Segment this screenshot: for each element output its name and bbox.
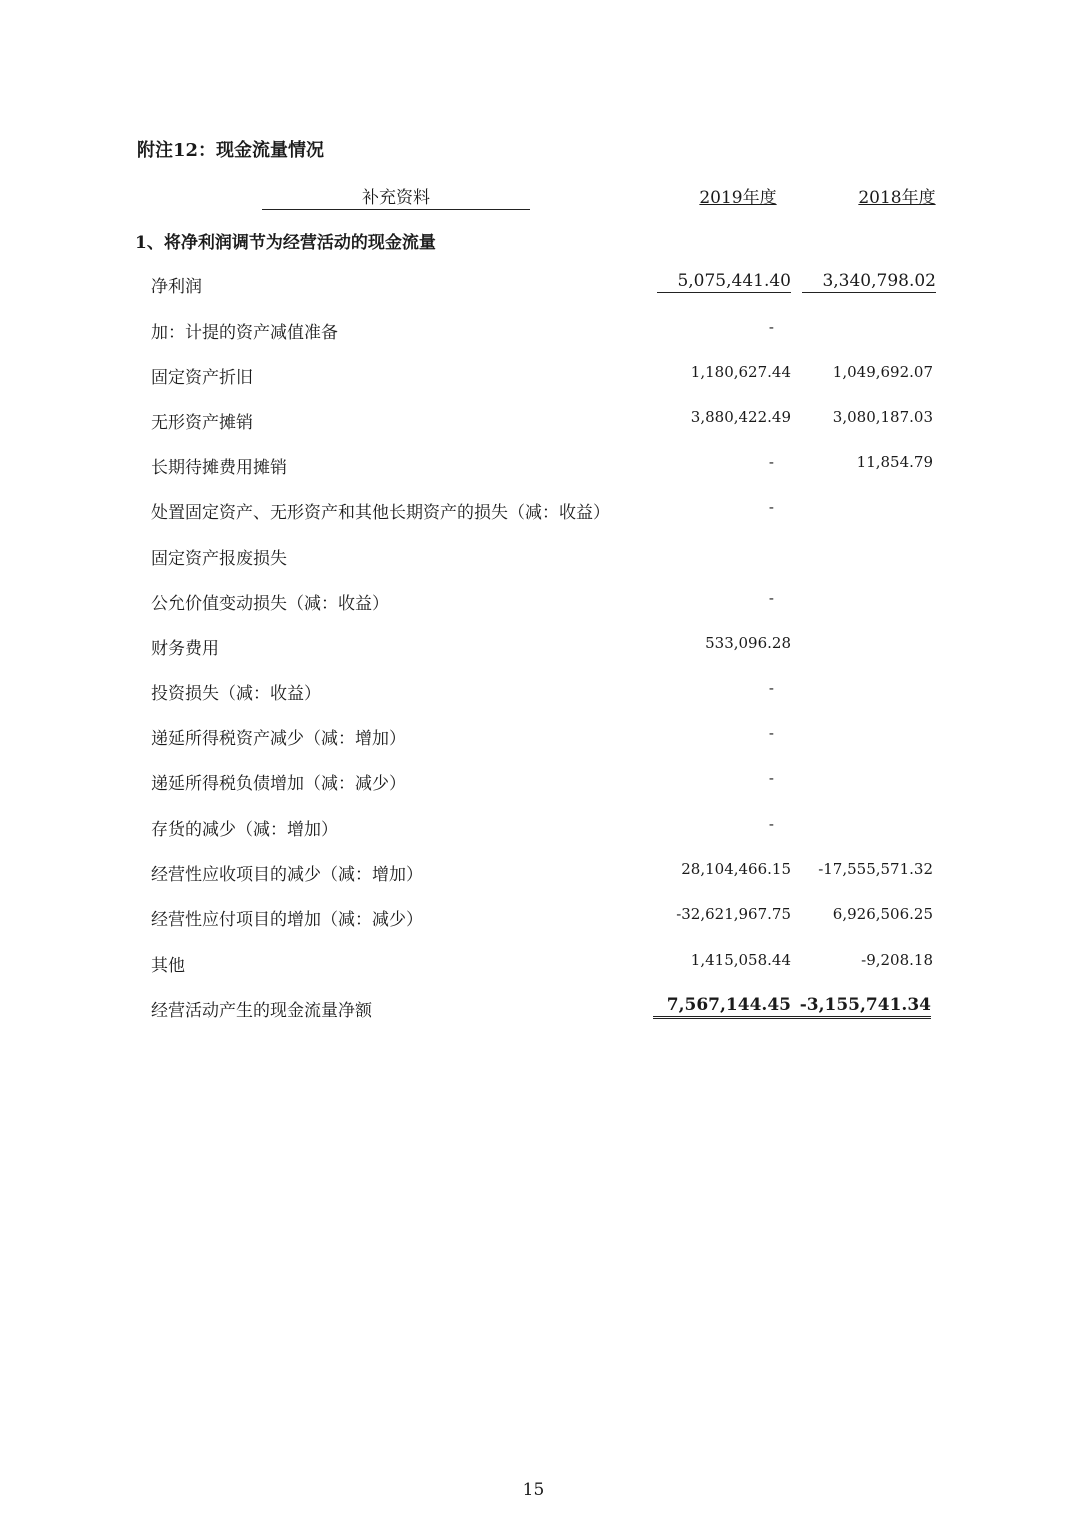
row-label: 经营性应收项目的减少（减：增加） (151, 865, 423, 885)
column-header-2019: 2019年度 (699, 188, 777, 208)
table-row (0, 860, 1067, 888)
row-value-2019: 533,096.28 (705, 634, 791, 652)
row-label: 经营性应付项目的增加（减：减少） (151, 910, 423, 930)
row-value-2019: - (768, 769, 774, 787)
row-label: 递延所得税资产减少（减：增加） (151, 729, 406, 749)
row-value-2018: 3,080,187.03 (832, 408, 933, 426)
row-value-2018: -9,208.18 (861, 951, 933, 969)
row-value-2019: 1,415,058.44 (690, 951, 791, 969)
table-row (0, 589, 1067, 617)
table-row (0, 272, 1067, 300)
page-title: 附注12：现金流量情况 (137, 140, 325, 161)
row-label: 投资损失（减：收益） (151, 684, 321, 704)
row-label: 净利润 (151, 277, 202, 297)
row-label: 财务费用 (151, 639, 219, 659)
table-row (0, 363, 1067, 391)
table-row (0, 498, 1067, 526)
row-value-2018: 3,340,798.02 (802, 271, 936, 293)
row-value-2019: 28,104,466.15 (681, 860, 791, 878)
row-value-2019: - (768, 589, 774, 607)
row-label: 递延所得税负债增加（减：减少） (151, 774, 406, 794)
table-row (0, 408, 1067, 436)
row-label: 其他 (151, 956, 185, 976)
row-value-2019: 1,180,627.44 (690, 363, 791, 381)
row-value-2018: -17,555,571.32 (818, 860, 933, 878)
row-label: 固定资产报废损失 (151, 549, 287, 569)
table-row (0, 453, 1067, 481)
row-value-2019: 5,075,441.40 (657, 271, 791, 293)
table-row (0, 905, 1067, 933)
row-value-2019: - (768, 724, 774, 742)
row-value-2019: - (768, 453, 774, 471)
row-label: 长期待摊费用摊销 (151, 458, 287, 478)
table-row (0, 318, 1067, 346)
row-label: 经营活动产生的现金流量净额 (151, 1001, 372, 1021)
row-value-2018: 1,049,692.07 (832, 363, 933, 381)
row-label: 公允价值变动损失（减：收益） (151, 594, 389, 614)
table-row (0, 815, 1067, 843)
table-row (0, 951, 1067, 979)
column-header-label: 补充资料 (262, 183, 530, 210)
row-value-2019: - (768, 679, 774, 697)
table-row (0, 679, 1067, 707)
row-value-2018: -3,155,741.34 (786, 995, 931, 1019)
table-row (0, 724, 1067, 752)
row-label: 无形资产摊销 (151, 413, 253, 433)
row-value-2019: 7,567,144.45 (653, 995, 791, 1019)
row-label: 固定资产折旧 (151, 368, 253, 388)
table-row (0, 544, 1067, 572)
row-value-2019: 3,880,422.49 (690, 408, 791, 426)
row-value-2019: - (768, 318, 774, 336)
row-value-2018: 6,926,506.25 (832, 905, 933, 923)
section-title: 1、将净利润调节为经营活动的现金流量 (135, 233, 436, 253)
table-row (0, 769, 1067, 797)
row-value-2019: - (768, 815, 774, 833)
table-row-total (0, 996, 1067, 1024)
row-value-2019: -32,621,967.75 (676, 905, 791, 923)
page-number: 15 (522, 1480, 545, 1500)
row-label: 加：计提的资产减值准备 (151, 323, 338, 343)
row-label: 处置固定资产、无形资产和其他长期资产的损失（减：收益） (151, 503, 610, 523)
column-header-2018: 2018年度 (858, 188, 936, 208)
row-value-2018: 11,854.79 (856, 453, 933, 471)
row-value-2019: - (768, 498, 774, 516)
row-label: 存货的减少（减：增加） (151, 820, 338, 840)
table-row (0, 634, 1067, 662)
